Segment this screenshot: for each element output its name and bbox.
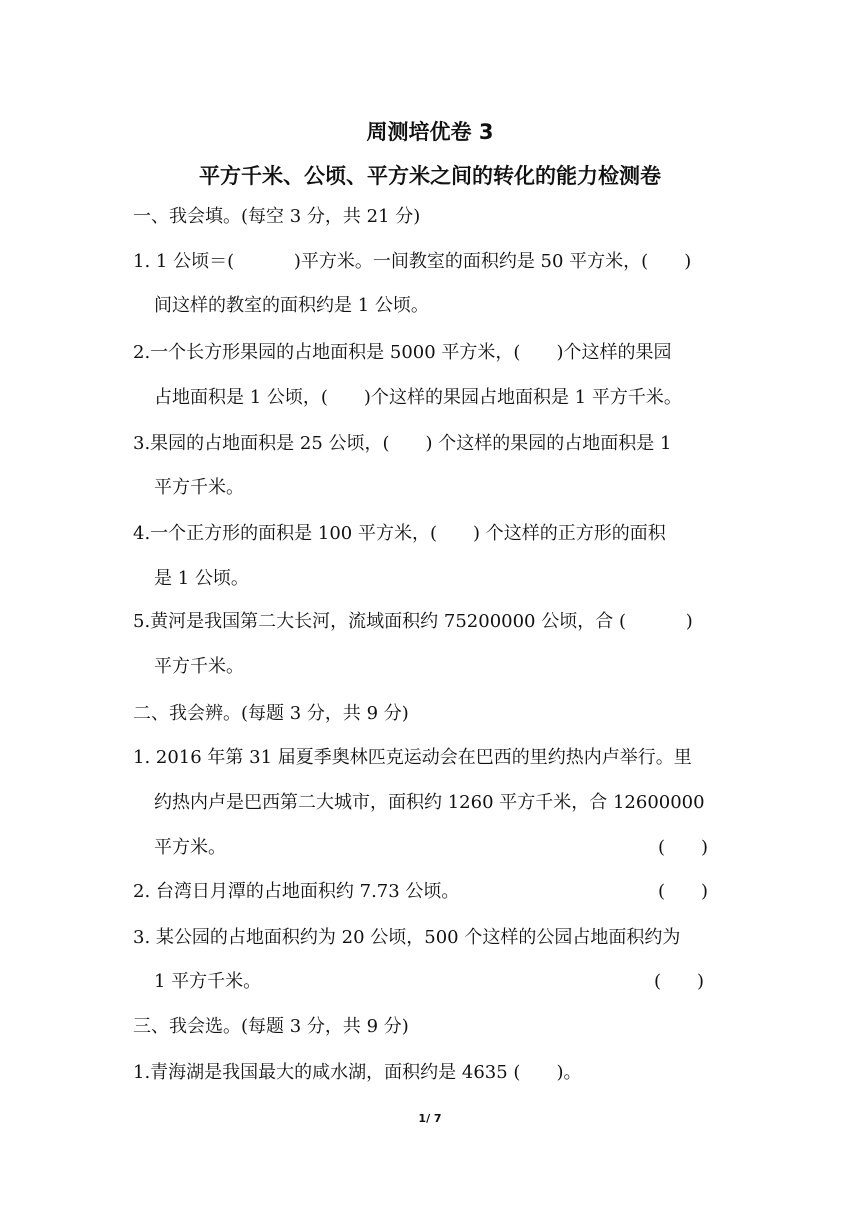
s2-q2-answer-blank: ( ) bbox=[658, 881, 709, 902]
s1-q1-line2: 间这样的教室的面积约是 1 公顷。 bbox=[154, 295, 429, 316]
s2-q2-line1: 2. 台湾日月潭的占地面积约 7.73 公顷。 bbox=[133, 881, 460, 902]
section2-heading: 二、我会辨。(每题 3 分，共 9 分) bbox=[133, 703, 409, 724]
s2-q1-answer-blank: ( ) bbox=[658, 837, 709, 858]
page-number: 1/ 7 bbox=[418, 1112, 442, 1125]
s1-q3-line1: 3.果园的占地面积是 25 公顷，( ) 个这样的果园的占地面积是 1 bbox=[133, 433, 672, 454]
s2-q3-line1: 3. 某公园的占地面积约为 20 公顷，500 个这样的公园占地面积约为 bbox=[133, 927, 681, 948]
s1-q4-line1: 4.一个正方形的面积是 100 平方米，( ) 个这样的正方形的面积 bbox=[133, 523, 666, 544]
page-subtitle: 平方千米、公顷、平方米之间的转化的能力检测卷 bbox=[199, 164, 661, 188]
s2-q1-line3: 平方米。 bbox=[154, 837, 226, 858]
s2-q3-answer-blank: ( ) bbox=[654, 971, 705, 992]
section1-heading: 一、我会填。(每空 3 分，共 21 分) bbox=[133, 206, 421, 227]
s2-q1-line2: 约热内卢是巴西第二大城市，面积约 1260 平方千米，合 12600000 bbox=[154, 792, 705, 813]
s1-q5-line2: 平方千米。 bbox=[154, 656, 244, 677]
s1-q4-line2: 是 1 公顷。 bbox=[154, 568, 249, 589]
s1-q1-line1: 1. 1 公顷＝( )平方米。一间教室的面积约是 50 平方米，( ) bbox=[133, 251, 692, 272]
s3-q1-line1: 1.青海湖是我国最大的咸水湖，面积约是 4635 ( )。 bbox=[133, 1062, 582, 1083]
s1-q2-line1: 2.一个长方形果园的占地面积是 5000 平方米，( )个这样的果园 bbox=[133, 342, 672, 363]
s2-q3-line2: 1 平方千米。 bbox=[154, 971, 262, 992]
s1-q2-line2: 占地面积是 1 公顷，( )个这样的果园占地面积是 1 平方千米。 bbox=[154, 387, 682, 408]
page-title: 周测培优卷 3 bbox=[366, 120, 494, 144]
section3-heading: 三、我会选。(每题 3 分，共 9 分) bbox=[133, 1016, 409, 1037]
s2-q1-line1: 1. 2016 年第 31 届夏季奥林匹克运动会在巴西的里约热内卢举行。里 bbox=[133, 747, 692, 768]
s1-q3-line2: 平方千米。 bbox=[154, 477, 244, 498]
s1-q5-line1: 5.黄河是我国第二大长河，流域面积约 75200000 公顷，合 ( ) bbox=[133, 611, 693, 632]
